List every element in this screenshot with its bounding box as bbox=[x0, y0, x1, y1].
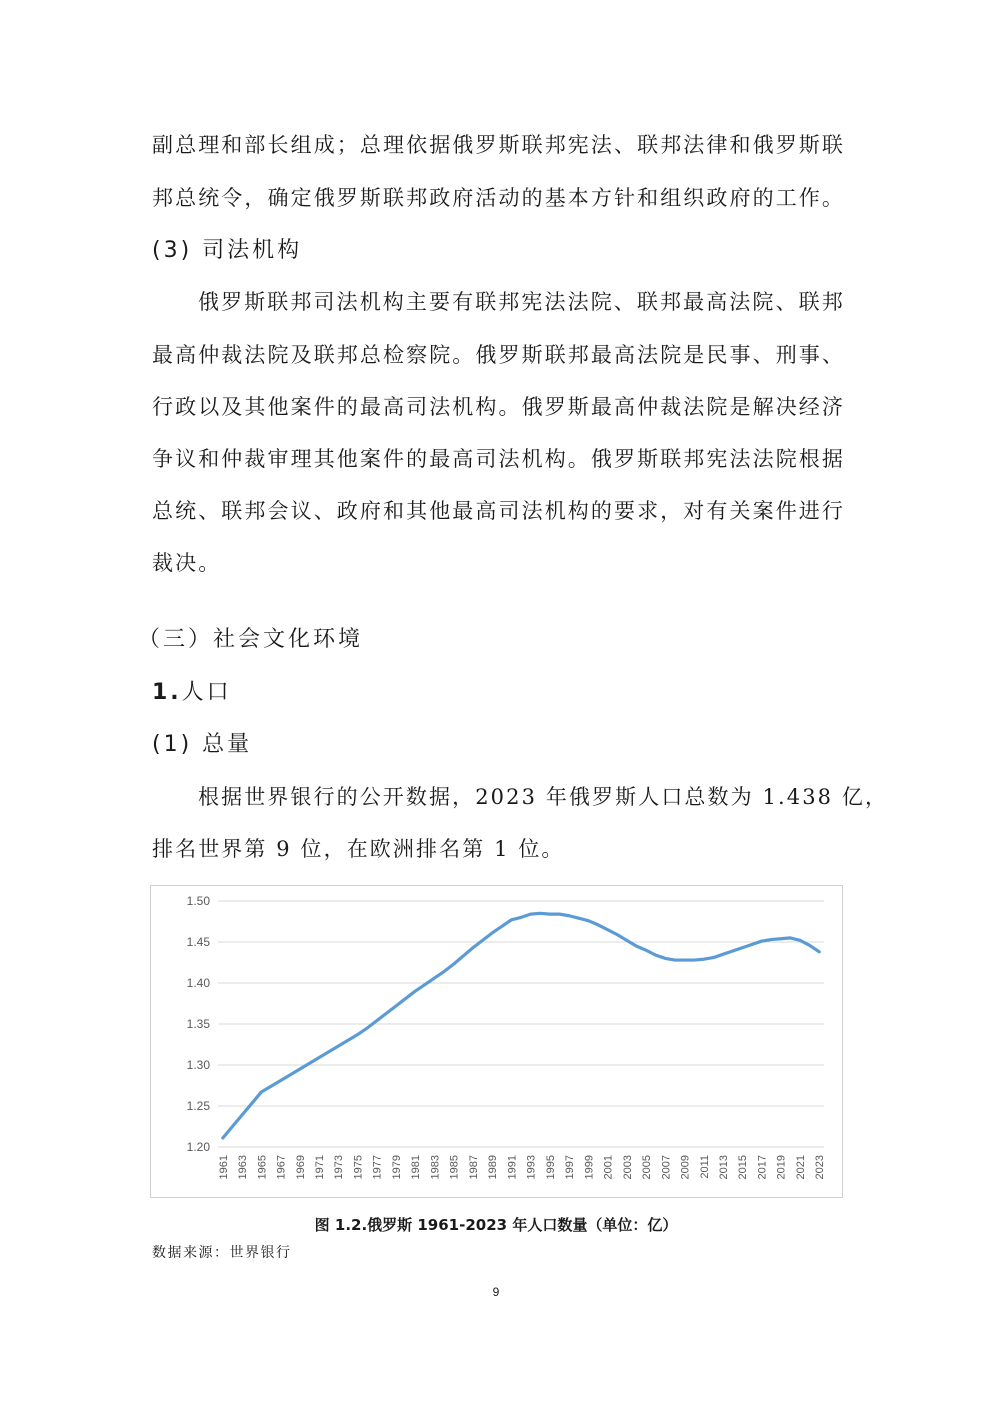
population-chart bbox=[150, 885, 843, 1198]
x-tick-label: 2003 bbox=[621, 1155, 634, 1180]
x-tick-label: 1969 bbox=[294, 1155, 307, 1180]
paragraph-line: 排名世界第 9 位，在欧洲排名第 1 位。 bbox=[152, 837, 565, 861]
x-tick-label: 2019 bbox=[775, 1155, 788, 1180]
y-tick-label: 1.40 bbox=[186, 976, 210, 990]
x-tick-label: 1997 bbox=[564, 1155, 577, 1180]
x-tick-label: 1973 bbox=[333, 1155, 346, 1180]
x-tick-label: 1995 bbox=[544, 1155, 557, 1180]
x-tick-label: 1967 bbox=[275, 1155, 288, 1180]
x-tick-label: 1989 bbox=[487, 1155, 500, 1180]
x-tick-label: 1991 bbox=[506, 1155, 519, 1180]
x-tick-label: 2005 bbox=[641, 1155, 654, 1180]
x-tick-label: 2009 bbox=[679, 1155, 692, 1180]
x-tick-label: 1965 bbox=[256, 1155, 269, 1180]
paragraph-line: 副总理和部长组成；总理依据俄罗斯联邦宪法、联邦法律和俄罗斯联 bbox=[152, 133, 845, 157]
x-tick-label: 2021 bbox=[794, 1155, 807, 1180]
paragraph-line: 总统、联邦会议、政府和其他最高司法机构的要求，对有关案件进行 bbox=[152, 499, 845, 523]
series-line bbox=[223, 913, 819, 1138]
x-tick-label: 1977 bbox=[371, 1155, 384, 1180]
y-tick-label: 1.50 bbox=[186, 894, 210, 908]
heading-text: 人口 bbox=[181, 680, 232, 705]
x-tick-label: 2017 bbox=[756, 1155, 769, 1180]
chart-svg bbox=[151, 886, 844, 1199]
x-tick-label: 2007 bbox=[660, 1155, 673, 1180]
paragraph-line: 根据世界银行的公开数据，2023 年俄罗斯人口总数为 1.438 亿， bbox=[198, 785, 889, 809]
paragraph-line: 裁决。 bbox=[152, 551, 222, 575]
y-tick-label: 1.35 bbox=[186, 1017, 210, 1031]
section-heading-social: （三）社会文化环境 bbox=[138, 627, 364, 652]
x-tick-label: 2023 bbox=[814, 1155, 827, 1180]
x-tick-label: 2001 bbox=[602, 1155, 615, 1180]
y-tick-label: 1.20 bbox=[186, 1140, 210, 1154]
x-tick-label: 1981 bbox=[410, 1155, 423, 1180]
paragraph-line: 俄罗斯联邦司法机构主要有联邦宪法法院、联邦最高法院、联邦 bbox=[198, 290, 845, 314]
section-heading-judicial: (3) 司法机构 bbox=[152, 238, 303, 263]
section-heading-population bbox=[152, 678, 842, 708]
x-tick-label: 1975 bbox=[352, 1155, 365, 1180]
x-tick-label: 2011 bbox=[698, 1155, 711, 1179]
y-tick-label: 1.25 bbox=[186, 1099, 210, 1113]
x-tick-label: 1999 bbox=[583, 1155, 596, 1180]
paragraph-line: 最高仲裁法院及联邦总检察院。俄罗斯联邦最高法院是民事、刑事、 bbox=[152, 343, 845, 367]
x-tick-label: 1993 bbox=[525, 1155, 538, 1180]
heading-number: 1. bbox=[152, 680, 182, 705]
x-tick-label: 2013 bbox=[718, 1155, 730, 1180]
x-tick-label: 1987 bbox=[467, 1155, 480, 1180]
paragraph-line: 行政以及其他案件的最高司法机构。俄罗斯最高仲裁法院是解决经济 bbox=[152, 395, 845, 419]
x-tick-label: 1979 bbox=[390, 1155, 403, 1180]
x-tick-label: 1985 bbox=[448, 1155, 461, 1180]
paragraph-line: 争议和仲裁审理其他案件的最高司法机构。俄罗斯联邦宪法法院根据 bbox=[152, 447, 845, 471]
x-tick-label: 1971 bbox=[314, 1155, 326, 1180]
x-tick-label: 1963 bbox=[237, 1155, 250, 1180]
x-tick-label: 2015 bbox=[737, 1155, 750, 1180]
page-number: 9 bbox=[492, 1285, 500, 1299]
paragraph-line: 邦总统令，确定俄罗斯联邦政府活动的基本方针和组织政府的工作。 bbox=[152, 186, 845, 210]
figure-caption: 图 1.2.俄罗斯 1961-2023 年人口数量（单位：亿） bbox=[314, 1216, 678, 1234]
y-tick-label: 1.30 bbox=[186, 1058, 210, 1072]
section-heading-total: (1) 总量 bbox=[152, 732, 253, 757]
x-tick-label: 1961 bbox=[217, 1155, 230, 1180]
data-source: 数据来源：世界银行 bbox=[152, 1245, 292, 1261]
x-tick-label: 1983 bbox=[429, 1155, 442, 1180]
y-tick-label: 1.45 bbox=[186, 935, 210, 949]
